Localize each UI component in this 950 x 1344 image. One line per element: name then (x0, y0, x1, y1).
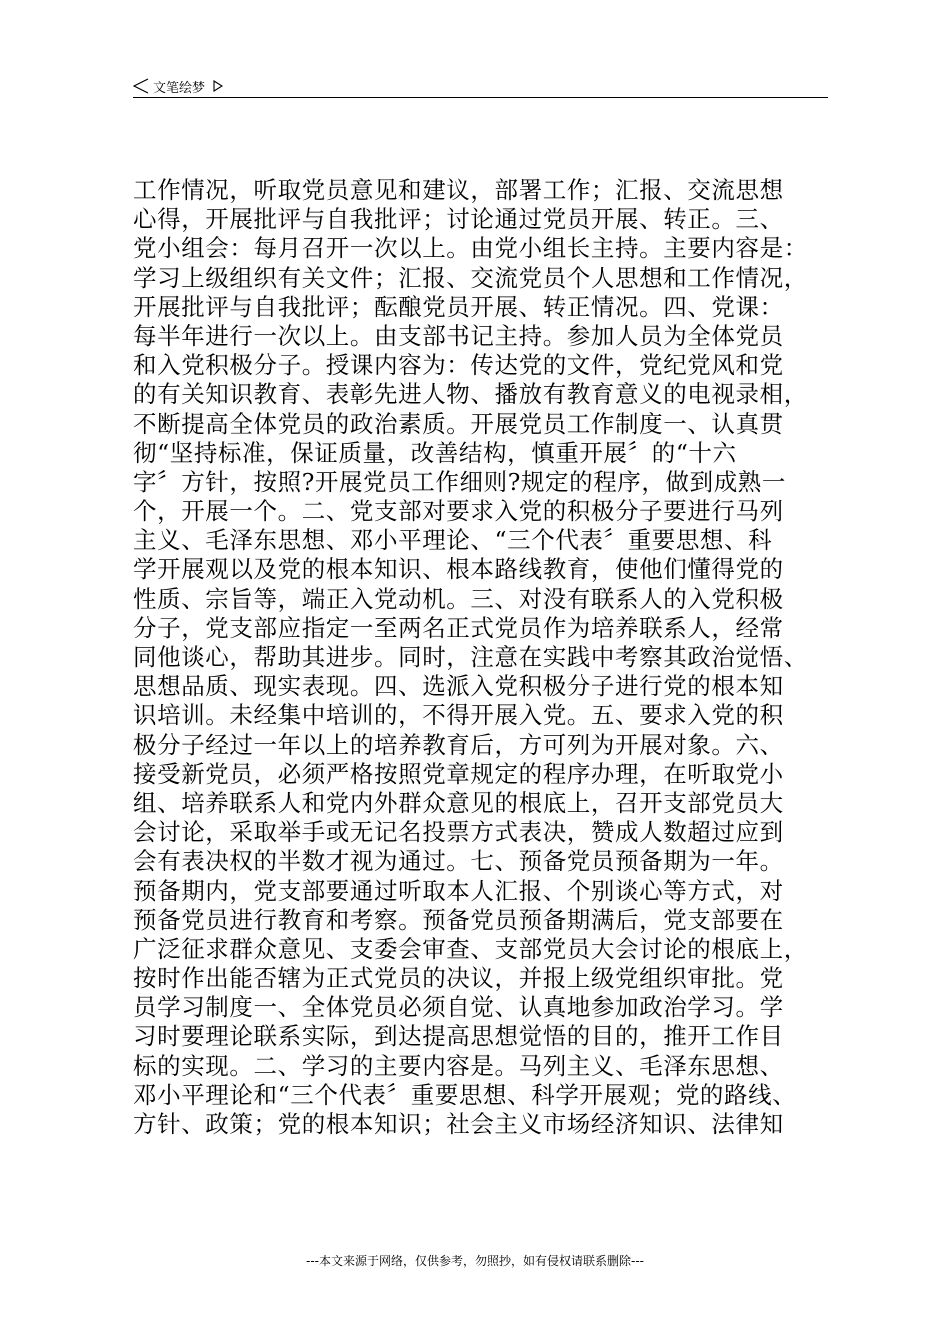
header-divider (133, 97, 828, 98)
body-line: 标的实现。二、学习的主要内容是。马列主义、毛泽东思想、 (133, 1051, 784, 1080)
body-line: 同他谈心，帮助其进步。同时，注意在实践中考察其政治觉悟、 (133, 643, 808, 671)
document-body (133, 176, 833, 1139)
body-line: 组、培养联系人和党内外群众意见的根底上，召开支部党员大 (133, 788, 784, 817)
body-line: 员学习制度一、全体党员必须自觉、认真地参加政治学习。学 (133, 993, 784, 1022)
body-line: 个，开展一个。二、党支部对要求入党的积极分子要进行马列 (133, 497, 784, 526)
triangle-left-icon (133, 78, 149, 94)
header-title: 文笔绘梦 (153, 80, 206, 96)
body-line: 心得，开展批评与自我批评；讨论通过党员开展、转正。三、 (133, 205, 784, 234)
body-line: 的有关知识教育、表彰先进人物、播放有教育意义的电视录相， (133, 380, 808, 409)
body-line: 邓小平理论和“三个代表〞重要思想、科学开展观；党的路线、 (133, 1080, 797, 1109)
triangle-right-icon (213, 80, 223, 92)
body-line: 预备期内，党支部要通过听取本人汇报、个别谈心等方式，对 (133, 876, 784, 905)
body-line: 学习上级组织有关文件；汇报、交流党员个人思想和工作情况， (133, 263, 808, 292)
body-line: 分子，党支部应指定一至两名正式党员作为培养联系人，经常 (133, 613, 784, 642)
body-line: 识培训。未经集中培训的，不得开展入党。五、要求入党的积 (133, 701, 784, 730)
body-line: 工作情况，听取党员意见和建议，部署工作；汇报、交流思想 (133, 176, 784, 204)
body-line: 方针、政策；党的根本知识；社会主义市场经济知识、法律知 (133, 1110, 784, 1138)
body-line: 按时作出能否辖为正式党员的决议，并报上级党组织审批。党 (133, 964, 784, 993)
body-line: 彻“坚持标准，保证质量，改善结构，慎重开展〞的“十六 (133, 438, 737, 467)
body-line: 主义、毛泽东思想、邓小平理论、“三个代表〞重要思想、科 (133, 526, 773, 555)
page-footer: ---本文来源于网络，仅供参考，勿照抄，如有侵权请联系删除--- (306, 1254, 644, 1268)
body-line: 广泛征求群众意见、支委会审查、支部党员大会讨论的根底上， (133, 934, 808, 963)
body-line: 每半年进行一次以上。由支部书记主持。参加人员为全体党员 (133, 321, 784, 350)
page-header (133, 74, 828, 98)
body-line: 接受新党员，必须严格按照党章规定的程序办理，在听取党小 (133, 759, 784, 788)
body-line: 思想品质、现实表现。四、选派入党积极分子进行党的根本知 (133, 672, 784, 701)
body-line: 性质、宗旨等，端正入党动机。三、对没有联系人的入党积极 (133, 584, 784, 613)
body-line: 不断提高全体党员的政治素质。开展党员工作制度一、认真贯 (133, 409, 784, 438)
body-line: 和入党积极分子。授课内容为：传达党的文件，党纪党风和党 (133, 351, 784, 380)
body-line: 会讨论，采取举手或无记名投票方式表决，赞成人数超过应到 (133, 818, 784, 847)
body-line: 预备党员进行教育和考察。预备党员预备期满后，党支部要在 (133, 905, 784, 934)
body-line: 开展批评与自我批评；酝酿党员开展、转正情况。四、党课： (133, 292, 784, 321)
body-line: 习时要理论联系实际，到达提高思想觉悟的目的，推开工作目 (133, 1022, 784, 1051)
body-line: 字〞方针，按照?开展党员工作细则?规定的程序，做到成熟一 (133, 467, 786, 496)
body-line: 学开展观以及党的根本知识、根本路线教育，使他们懂得党的 (133, 555, 784, 584)
body-line: 党小组会：每月召开一次以上。由党小组长主持。主要内容是： (133, 234, 808, 263)
body-line: 会有表决权的半数才视为通过。七、预备党员预备期为一年。 (133, 847, 784, 876)
body-line: 极分子经过一年以上的培养教育后，方可列为开展对象。六、 (133, 730, 784, 759)
